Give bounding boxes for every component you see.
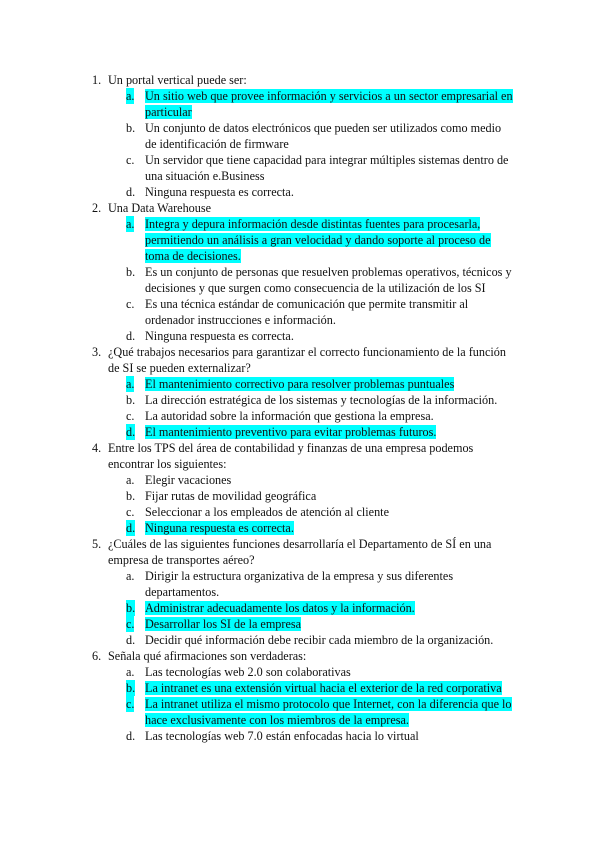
option-letter: d. [126, 521, 136, 535]
option-letter: b. [126, 601, 136, 615]
answer-option [0, 664, 515, 680]
option-text: Un servidor que tiene capacidad para integrar múltiples sistemas dentro de una situación e.Business [145, 153, 509, 183]
option-text: Ninguna respuesta es correcta. [145, 329, 294, 343]
answer-option-highlighted [0, 216, 515, 264]
option-letter: a. [126, 473, 135, 487]
option-text: Ninguna respuesta es correcta. [145, 185, 294, 199]
option-text: La intranet es una extensión virtual hacia el exterior de la red corporativa [145, 681, 502, 695]
question-number: 4. [92, 441, 102, 455]
answer-option [0, 392, 515, 408]
answer-option [0, 184, 515, 200]
answer-option [0, 408, 515, 424]
question-1 [0, 72, 518, 88]
option-letter: d. [126, 185, 136, 199]
question-list [0, 72, 600, 744]
answer-options [0, 216, 600, 344]
option-text: Es una técnica estándar de comunicación que permite transmitir al ordenador instrucciones e información. [145, 297, 469, 327]
question-6 [0, 648, 518, 664]
answer-option-highlighted [0, 600, 515, 616]
question-number: 3. [92, 345, 102, 359]
option-letter: d. [126, 729, 136, 743]
answer-option [0, 264, 515, 296]
answer-options [0, 568, 600, 648]
option-text: La intranet utiliza el mismo protocolo que Internet, con la diferencia que lo hace exclusivamente con los miembros de la empresa. [145, 697, 512, 727]
option-text: Las tecnologías web 2.0 son colaborativas [145, 665, 351, 679]
option-letter: a. [126, 217, 135, 231]
question-number: 2. [92, 201, 102, 215]
option-letter: b. [126, 393, 136, 407]
option-letter: b. [126, 489, 136, 503]
option-letter: a. [126, 89, 135, 103]
question-text: Entre los TPS del área de contabilidad y finanzas de una empresa podemos encontrar los siguientes: [108, 441, 474, 471]
answer-option [0, 152, 515, 184]
option-letter: c. [126, 617, 135, 631]
option-text: Ninguna respuesta es correcta. [145, 521, 294, 535]
question-number: 5. [92, 537, 102, 551]
option-text: Un sitio web que provee información y servicios a un sector empresarial en particular [145, 89, 513, 119]
question-text: Un portal vertical puede ser: [108, 73, 247, 87]
option-letter: d. [126, 329, 136, 343]
option-text: Seleccionar a los empleados de atención al cliente [145, 505, 389, 519]
option-letter: c. [126, 297, 135, 311]
option-letter: b. [126, 121, 136, 135]
answer-option-highlighted [0, 88, 515, 120]
option-text: Decidir qué información debe recibir cada miembro de la organización. [145, 633, 494, 647]
option-text: El mantenimiento preventivo para evitar problemas futuros. [145, 425, 437, 439]
option-text: Elegir vacaciones [145, 473, 232, 487]
option-letter: a. [126, 665, 135, 679]
answer-option-highlighted [0, 616, 515, 632]
answer-options [0, 88, 600, 200]
question-text: ¿Cuáles de las siguientes funciones desarrollaría el Departamento de SÍ en una empresa de transportes aéreo? [108, 537, 492, 567]
option-text: La autoridad sobre la información que gestiona la empresa. [145, 409, 434, 423]
option-text: La dirección estratégica de los sistemas y tecnologías de la información. [145, 393, 498, 407]
answer-option [0, 472, 515, 488]
question-number: 6. [92, 649, 102, 663]
answer-option [0, 120, 515, 152]
answer-option [0, 504, 515, 520]
answer-option [0, 328, 515, 344]
answer-option [0, 488, 515, 504]
option-letter: c. [126, 409, 135, 423]
question-5 [0, 536, 518, 568]
option-text: Las tecnologías web 7.0 están enfocadas hacia lo virtual [145, 729, 419, 743]
question-text: Señala qué afirmaciones son verdaderas: [108, 649, 307, 663]
answer-option [0, 568, 515, 600]
option-text: Administrar adecuadamente los datos y la información. [145, 601, 415, 615]
option-text: Dirigir la estructura organizativa de la empresa y sus diferentes departamentos. [145, 569, 454, 599]
question-2 [0, 200, 518, 216]
option-letter: c. [126, 505, 135, 519]
option-text: Integra y depura información desde distintas fuentes para procesarla, permitiendo un análisis a gran velocidad y dando soporte al proceso de toma de decisiones. [145, 217, 491, 263]
option-letter: c. [126, 153, 135, 167]
answer-option-highlighted [0, 696, 515, 728]
answer-option [0, 296, 515, 328]
option-letter: d. [126, 633, 136, 647]
option-text: El mantenimiento correctivo para resolver problemas puntuales [145, 377, 455, 391]
answer-option [0, 728, 515, 744]
option-letter: a. [126, 377, 135, 391]
option-text: Es un conjunto de personas que resuelven problemas operativos, técnicos y decisiones y que surgen como consecuencia de la utilización de los SI [145, 265, 512, 295]
option-letter: d. [126, 425, 136, 439]
option-text: Desarrollar los SI de la empresa [145, 617, 302, 631]
question-4 [0, 440, 518, 472]
option-text: Fijar rutas de movilidad geográfica [145, 489, 317, 503]
answer-option-highlighted [0, 424, 515, 440]
answer-option-highlighted [0, 376, 515, 392]
question-text: Una Data Warehouse [108, 201, 212, 215]
question-3 [0, 344, 518, 376]
answer-option [0, 632, 515, 648]
option-letter: b. [126, 681, 136, 695]
option-letter: b. [126, 265, 136, 279]
answer-option-highlighted [0, 520, 515, 536]
question-text: ¿Qué trabajos necesarios para garantizar el correcto funcionamiento de la función de SI se pueden externalizar? [108, 345, 506, 375]
option-text: Un conjunto de datos electrónicos que pueden ser utilizados como medio de identificación de firmware [145, 121, 502, 151]
option-letter: c. [126, 697, 135, 711]
answer-option-highlighted [0, 680, 515, 696]
answer-options [0, 376, 600, 440]
answer-options [0, 664, 600, 744]
answer-options [0, 472, 600, 536]
question-number: 1. [92, 73, 102, 87]
option-letter: a. [126, 569, 135, 583]
